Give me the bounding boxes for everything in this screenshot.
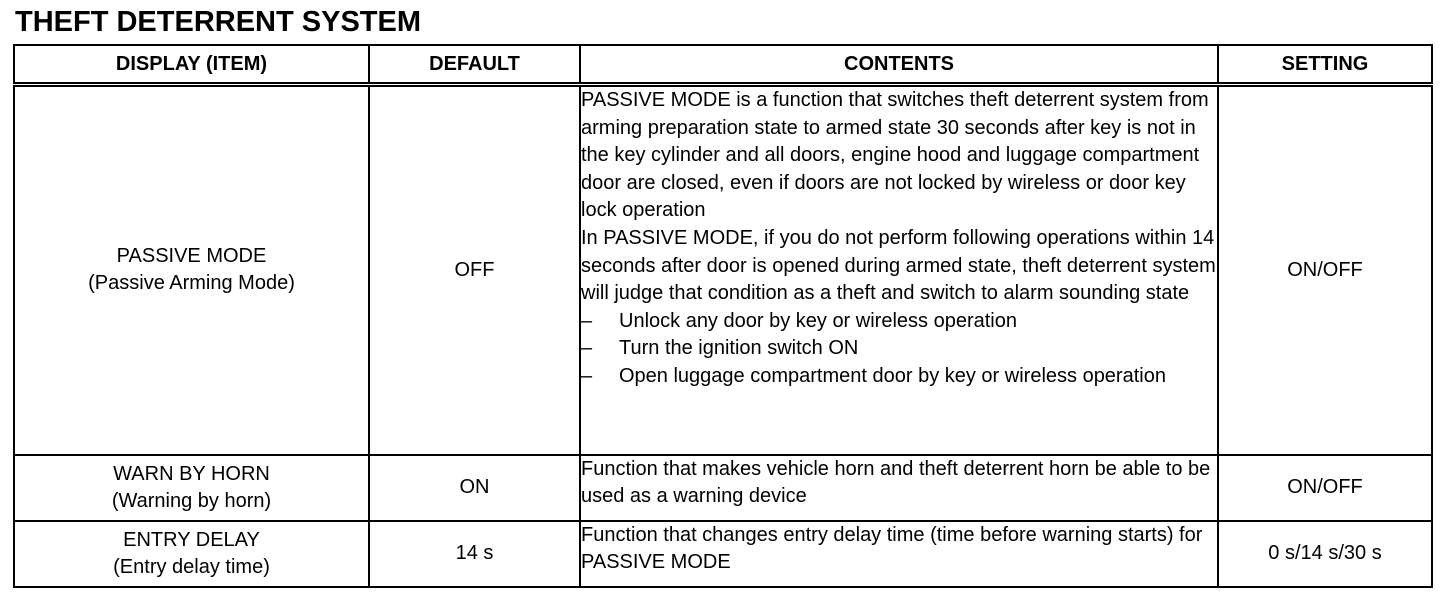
dash-bullet: – xyxy=(581,364,593,387)
operation-text: Turn the ignition switch ON xyxy=(619,337,859,360)
contents-paragraph: Function that makes vehicle horn and theft deterrent horn be able to be used as a warning device xyxy=(581,457,1211,508)
operation-text: Open luggage compartment door by key or wireless operation xyxy=(619,364,1166,387)
item-cell xyxy=(14,85,369,455)
header-contents: CONTENTS xyxy=(580,45,1218,85)
default-cell: OFF xyxy=(369,85,580,455)
item-cell xyxy=(14,455,369,521)
item-subtitle: (Warning by horn) xyxy=(111,489,272,512)
header-setting: SETTING xyxy=(1218,45,1432,85)
table-row-entry-delay xyxy=(14,521,1432,587)
dash-bullet: – xyxy=(581,337,593,360)
setting-cell: ON/OFF xyxy=(1218,85,1432,455)
item-name: PASSIVE MODE xyxy=(116,245,267,268)
table-row-passive-mode xyxy=(14,85,1432,455)
setting-cell: 0 s/14 s/30 s xyxy=(1218,521,1432,587)
item-name: WARN BY HORN xyxy=(113,462,270,485)
header-default: DEFAULT xyxy=(369,45,580,85)
item-name: ENTRY DELAY xyxy=(123,528,260,551)
operation-text: Unlock any door by key or wireless operation xyxy=(619,309,1017,332)
contents-paragraph: Function that changes entry delay time (time before warning starts) for PASSIVE MODE xyxy=(581,523,1203,574)
table-row-warn-by-horn xyxy=(14,455,1432,521)
contents-cell xyxy=(580,85,1218,455)
dash-bullet: – xyxy=(581,309,593,332)
table-header-row xyxy=(14,45,1432,85)
default-cell: 14 s xyxy=(369,521,580,587)
list-item xyxy=(581,335,1217,363)
list-item xyxy=(581,363,1217,391)
contents-paragraph: In PASSIVE MODE, if you do not perform following operations within 14 seconds after door is opened during armed state, theft deterrent system will judge that condition as a theft and switch to alarm sounding state xyxy=(581,226,1216,305)
header-display-item: DISPLAY (ITEM) xyxy=(14,45,369,85)
default-cell: ON xyxy=(369,455,580,521)
contents-cell xyxy=(580,521,1218,587)
operations-list xyxy=(581,308,1217,391)
page-title: THEFT DETERRENT SYSTEM xyxy=(15,6,422,38)
settings-table xyxy=(13,44,1433,588)
contents-paragraph: PASSIVE MODE is a function that switches theft deterrent system from arming preparation state to armed state 30 seconds after key is not in the key cylinder and all doors, engine hood and luggage compartment door are closed, even if doors are not locked by wireless or door key lock operation xyxy=(581,89,1209,222)
setting-cell: ON/OFF xyxy=(1218,455,1432,521)
contents-cell xyxy=(580,455,1218,521)
item-subtitle: (Entry delay time) xyxy=(113,555,270,578)
item-subtitle: (Passive Arming Mode) xyxy=(88,272,295,295)
list-item xyxy=(581,308,1217,336)
item-cell xyxy=(14,521,369,587)
